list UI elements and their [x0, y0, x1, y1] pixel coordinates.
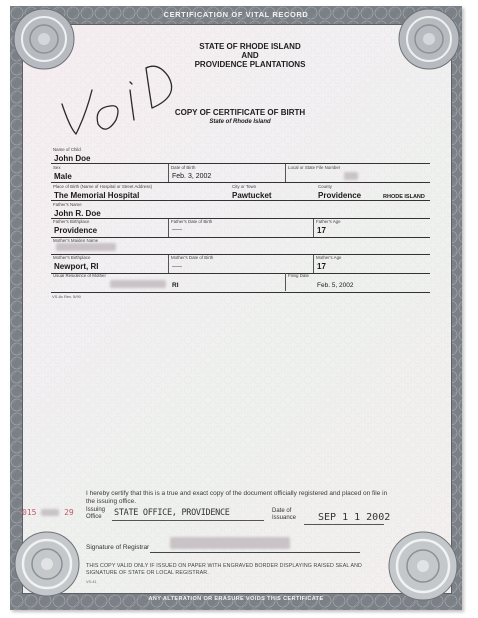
- heading-line-1: STATE OF RHODE ISLAND: [199, 42, 301, 51]
- rule: [51, 237, 430, 238]
- label-mothers-birthplace: Mother's Birthplace: [53, 255, 91, 260]
- label-city-or-town: City or Town: [232, 184, 257, 189]
- divider: [168, 164, 169, 182]
- rule: [51, 273, 430, 274]
- issuing-office-stamp: STATE OFFICE, PROVIDENCE: [114, 508, 230, 518]
- label-fathers-date-of-birth: Father's Date of Birth: [171, 219, 213, 224]
- label-mothers-maiden-name: Mother's Maiden Name: [53, 238, 99, 243]
- divider: [313, 255, 314, 273]
- value-state: RHODE ISLAND: [383, 194, 425, 200]
- divider: [313, 219, 314, 237]
- redacted-mothers-maiden-name: [56, 243, 116, 251]
- divider: [168, 219, 169, 237]
- divider: [285, 273, 286, 291]
- label-filing-date: Filing Date: [288, 273, 309, 278]
- value-fathers-name: John R. Doe: [54, 209, 101, 218]
- rule: [51, 163, 430, 164]
- signature-line: [150, 552, 360, 553]
- bottom-banner: ANY ALTERATION OR ERASURE VOIDS THIS CERTIFICATE: [148, 596, 324, 602]
- label-mothers-age: Mother's Age: [316, 255, 342, 260]
- value-city-or-town: Pawtucket: [232, 191, 272, 200]
- value-fathers-date-of-birth: -----: [172, 227, 182, 233]
- seal-bottom-right: [388, 531, 458, 601]
- certification-text: I hereby certify that this is a true and exact copy of the document officially registered and placed on file in the issuing office.: [86, 490, 388, 505]
- label-usual-residence: Usual Residence of Mother: [53, 273, 106, 278]
- issuing-office-label: Issuing Office: [86, 507, 106, 520]
- top-banner: CERTIFICATION OF VITAL RECORD: [163, 10, 309, 19]
- issuance-date-label: Date of Issuance: [272, 508, 297, 521]
- sequence-suffix: 29: [64, 508, 74, 517]
- seal-bottom-left: [14, 531, 80, 597]
- label-name-of-child: Name of Child: [53, 147, 81, 152]
- divider: [168, 255, 169, 273]
- value-fathers-birthplace: Providence: [54, 226, 98, 235]
- issuance-date-stamp: SEP 1 1 2002: [318, 512, 391, 523]
- value-fathers-age: 17: [317, 226, 326, 235]
- label-sex: Sex: [53, 165, 61, 170]
- value-place-of-birth: The Memorial Hospital: [54, 191, 140, 200]
- value-mothers-date-of-birth: -----: [172, 264, 182, 270]
- sequence-number: [22, 508, 74, 517]
- label-state-file-number: Local or State File Number: [288, 165, 341, 170]
- label-fathers-age: Father's Age: [316, 219, 341, 224]
- redacted-residence: [110, 280, 166, 288]
- document-subtitle: State of Rhode Island: [209, 119, 271, 125]
- value-filing-date: Feb. 5, 2002: [317, 282, 354, 289]
- label-fathers-birthplace: Father's Birthplace: [53, 219, 90, 224]
- value-usual-residence: RI: [172, 282, 179, 289]
- label-place-of-birth: Place of Birth (Name of Hospital or Street Address): [53, 184, 153, 189]
- heading-line-3: PROVIDENCE PLANTATIONS: [194, 60, 306, 69]
- rule: [51, 182, 430, 183]
- redacted-file-number: [344, 172, 358, 180]
- value-date-of-birth: Feb. 3, 2002: [172, 173, 212, 180]
- bottom-form-code: VS-41: [86, 580, 97, 584]
- value-county: Providence: [318, 191, 362, 200]
- label-date-of-birth: Date of Birth: [171, 165, 196, 170]
- redacted-sequence: [41, 509, 59, 516]
- label-mothers-date-of-birth: Mother's Date of Birth: [171, 255, 214, 260]
- redacted-signature: [170, 537, 290, 549]
- signature-label: Signature of Registrar: [86, 544, 150, 551]
- value-mothers-age: 17: [317, 262, 326, 271]
- label-county: County: [318, 184, 332, 189]
- value-name-of-child: John Doe: [54, 154, 91, 163]
- sequence-prefix: 015: [22, 508, 37, 517]
- rule: [304, 524, 384, 525]
- void-handwriting: [56, 48, 186, 148]
- rule: [51, 254, 430, 255]
- heading-line-2: AND: [241, 51, 259, 60]
- form-code: VS-8c Rev. 5/90: [52, 294, 81, 299]
- value-mothers-birthplace: Newport, RI: [54, 262, 99, 271]
- seal-top-right: [398, 8, 460, 70]
- rule: [51, 200, 430, 201]
- rule: [51, 292, 430, 293]
- rule: [112, 520, 264, 521]
- label-fathers-name: Father's Name: [53, 202, 82, 207]
- divider: [285, 164, 286, 182]
- rule: [51, 218, 430, 219]
- value-sex: Male: [54, 172, 72, 181]
- document-title: COPY OF CERTIFICATE OF BIRTH: [174, 108, 306, 117]
- disclaimer: THIS COPY VALID ONLY IF ISSUED ON PAPER WITH ENGRAVED BORDER DISPLAYING RAISED SEAL AND SIGNATURE OF STATE OR LOCAL REGISTRAR.: [86, 563, 362, 576]
